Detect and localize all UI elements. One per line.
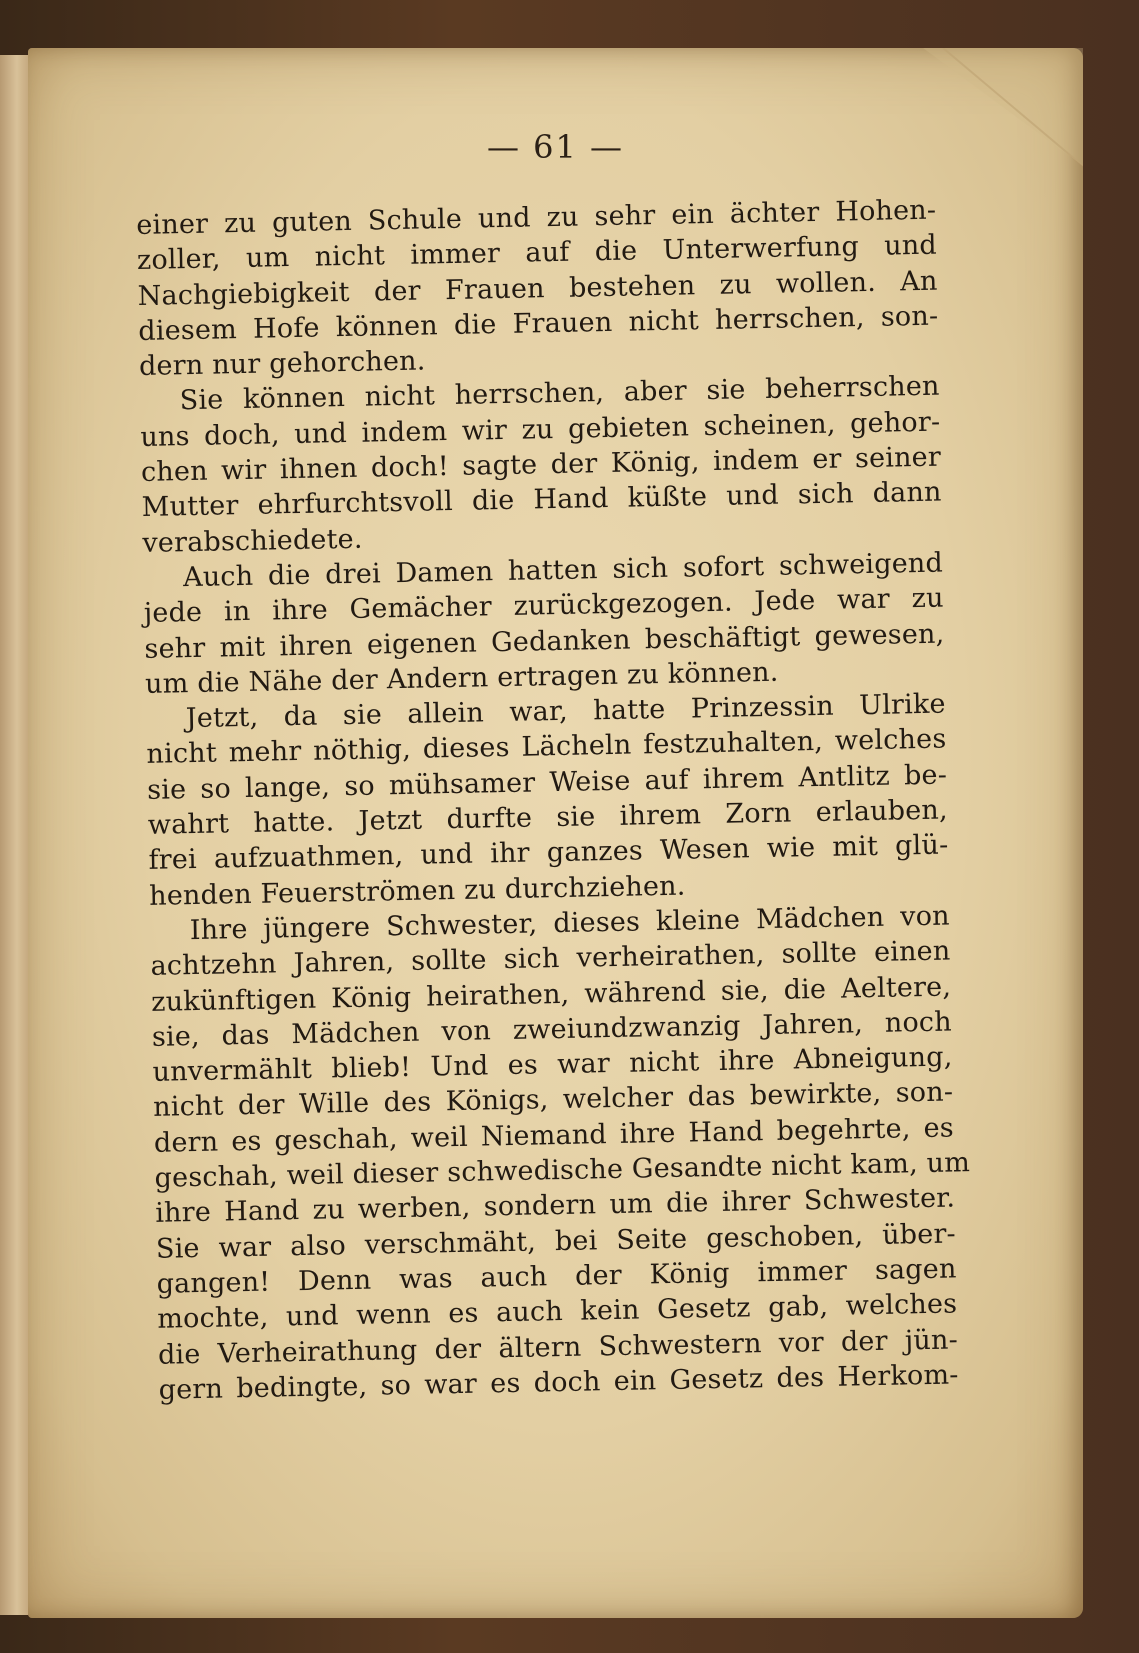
text-line: nicht der Wille des Königs, welcher das bewirkte, son- <box>152 1076 954 1124</box>
text-line: geschah, weil dieser schwedische Gesandte nicht kam, um <box>154 1147 971 1194</box>
text-line: sie so lange, so mühsamer Weise auf ihrem Antlitz be- <box>146 759 948 806</box>
text-line: uns doch, und indem wir zu gebieten scheinen, gehor- <box>140 406 941 453</box>
body-text <box>136 193 971 1408</box>
text-line: Nachgiebigkeit der Frauen bestehen zu wollen. An <box>137 265 938 312</box>
text-line: unvermählt blieb! Und es war nicht ihre Abneigung, <box>152 1041 953 1088</box>
text-line: um die Nähe der Andern ertragen zu können. <box>144 656 779 700</box>
book-page <box>28 48 1083 1618</box>
text-line: Ihre jüngere Schwester, dieses kleine Mädchen von <box>189 900 951 947</box>
text-line: diesem Hofe können die Frauen nicht herrschen, son- <box>138 300 939 347</box>
previous-page-edge <box>0 55 30 1615</box>
text-line: gangen! Denn was auch der König immer sagen <box>156 1253 957 1300</box>
text-line: einer zu guten Schule und zu sehr ein ächter Hohen- <box>136 194 937 241</box>
text-line: die Verheirathung der ältern Schwestern vor der jün- <box>157 1323 959 1371</box>
text-line: verabschiedete. <box>142 523 363 559</box>
text-line: achtzehn Jahren, sollte sich verheirathen, sollte einen <box>150 935 951 983</box>
text-line: nicht mehr nöthig, dieses Lächeln festzuhalten, welches <box>146 723 947 771</box>
text-line: Sie war also verschmäht, bei Seite geschoben, über- <box>155 1218 957 1265</box>
text-line: zoller, um nicht immer auf die Unterwerfung und <box>136 229 938 277</box>
text-line: frei aufzuathmen, und ihr ganzes Wesen wie mit glü- <box>148 829 949 877</box>
text-line: wahrt hatte. Jetzt durfte sie ihrem Zorn erlauben, <box>147 794 949 841</box>
text-line: henden Feuerströmen zu durchziehen. <box>148 870 686 912</box>
text-line: gern bedingte, so war es doch ein Gesetz des Herkom- <box>158 1359 959 1406</box>
text-line: dern es geschah, weil Niemand ihre Hand begehrte, es <box>153 1112 955 1159</box>
text-line: Auch die drei Damen hatten sich sofort schweigend <box>182 547 944 594</box>
text-line: jede in ihre Gemächer zurückgezogen. Jede war zu <box>143 582 944 630</box>
page-number: — 61 — <box>486 128 625 166</box>
text-line: mochte, und wenn es auch kein Gesetz gab, welches <box>157 1288 958 1335</box>
text-line: Mutter ehrfurchtsvoll die Hand küßte und sich dann <box>141 476 942 524</box>
text-line: Jetzt, da sie allein war, hatte Prinzessin Ulrike <box>185 688 946 735</box>
text-line: zukünftigen König heirathen, während sie, die Aeltere, <box>150 971 952 1018</box>
text-line: chen wir ihnen doch! sagte der König, indem er seiner <box>140 441 942 489</box>
text-line: dern nur gehorchen. <box>138 345 426 383</box>
text-line: sie, das Mädchen von zweiundzwanzig Jahren, noch <box>151 1006 953 1053</box>
text-line: sehr mit ihren eigenen Gedanken beschäftigt gewesen, <box>144 618 945 665</box>
text-line: Sie können nicht herrschen, aber sie beherrschen <box>179 371 940 417</box>
text-line: ihre Hand zu werben, sondern um die ihrer Schwester. <box>155 1182 956 1230</box>
